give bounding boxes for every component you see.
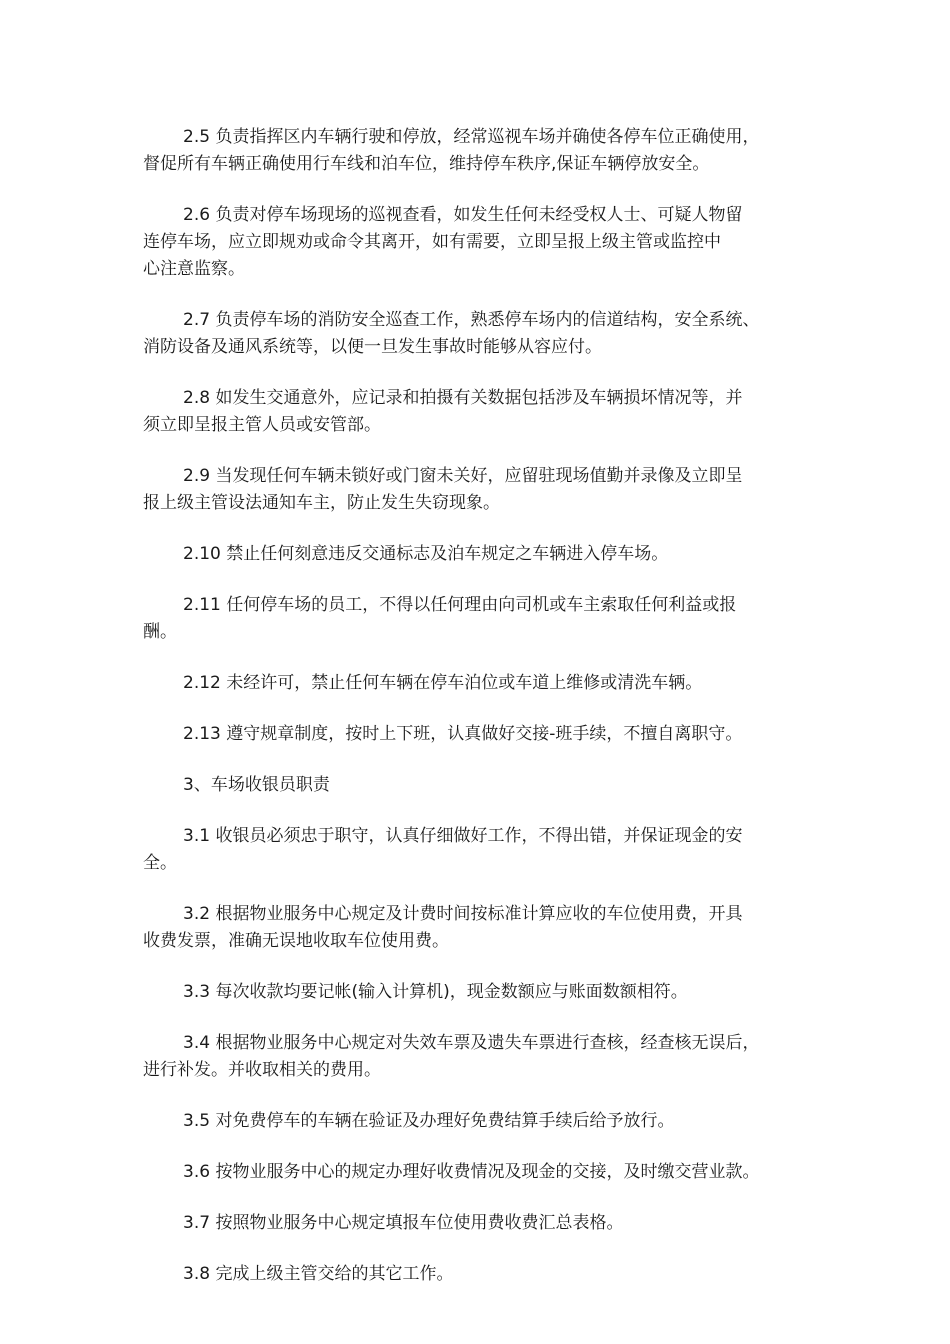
paragraph [143, 979, 823, 1006]
paragraph [143, 1159, 823, 1186]
paragraph-line: 3、车场收银员职责 [183, 775, 330, 795]
paragraph-line: 2.7 负责停车场的消防安全巡查工作，熟悉停车场内的信道结构，安全系统、 [183, 310, 760, 330]
paragraph-line: 全。 [143, 853, 177, 873]
paragraph [143, 385, 823, 439]
paragraph-line: 3.5 对免费停车的车辆在验证及办理好免费结算手续后给予放行。 [183, 1111, 675, 1131]
paragraph-line: 酬。 [143, 622, 177, 642]
paragraph [143, 124, 823, 178]
paragraph-line: 报上级主管设法通知车主，防止发生失窃现象。 [143, 493, 500, 513]
paragraph [143, 202, 823, 283]
paragraph-line: 进行补发。并收取相关的费用。 [143, 1060, 381, 1080]
paragraph-line: 2.6 负责对停车场现场的巡视查看，如发生任何未经受权人士、可疑人物留 [183, 205, 743, 225]
paragraph [143, 1210, 823, 1237]
paragraph-line: 2.9 当发现任何车辆未锁好或门窗未关好，应留驻现场值勤并录像及立即呈 [183, 466, 743, 486]
paragraph-line: 3.1 收银员必须忠于职守，认真仔细做好工作，不得出错，并保证现金的安 [183, 826, 743, 846]
paragraph [143, 307, 823, 361]
paragraph [143, 1108, 823, 1135]
paragraph [143, 463, 823, 517]
paragraph-line: 心注意监察。 [143, 259, 245, 279]
paragraph [143, 541, 823, 568]
paragraph-line: 2.10 禁止任何刻意违反交通标志及泊车规定之车辆进入停车场。 [183, 544, 669, 564]
paragraph [143, 670, 823, 697]
paragraph-line: 消防设备及通风系统等，以便一旦发生事故时能够从容应付。 [143, 337, 602, 357]
paragraph [143, 823, 823, 877]
paragraph-line: 2.5 负责指挥区内车辆行驶和停放，经常巡视车场并确使各停车位正确使用， [183, 127, 760, 147]
paragraph [143, 1261, 823, 1288]
paragraph-line: 收费发票，准确无误地收取车位使用费。 [143, 931, 449, 951]
paragraph-line: 须立即呈报主管人员或安管部。 [143, 415, 381, 435]
paragraph-line: 2.12 未经许可，禁止任何车辆在停车泊位或车道上维修或清洗车辆。 [183, 673, 703, 693]
paragraph [143, 592, 823, 646]
paragraph [143, 901, 823, 955]
paragraph-line: 连停车场，应立即规劝或命令其离开，如有需要，立即呈报上级主管或监控中 [143, 232, 721, 252]
paragraph-line: 3.6 按物业服务中心的规定办理好收费情况及现金的交接，及时缴交营业款。 [183, 1162, 760, 1182]
paragraph-line: 2.11 任何停车场的员工，不得以任何理由向司机或车主索取任何利益或报 [183, 595, 737, 615]
paragraph-line: 3.7 按照物业服务中心规定填报车位使用费收费汇总表格。 [183, 1213, 624, 1233]
paragraph [143, 1030, 823, 1084]
paragraph-line: 3.3 每次收款均要记帐(输入计算机)，现金数额应与账面数额相符。 [183, 982, 688, 1002]
paragraph-line: 3.8 完成上级主管交给的其它工作。 [183, 1264, 454, 1284]
paragraph-line: 2.8 如发生交通意外，应记录和拍摄有关数据包括涉及车辆损坏情况等，并 [183, 388, 743, 408]
paragraph-line: 督促所有车辆正确使用行车线和泊车位，维持停车秩序,保证车辆停放安全。 [143, 154, 710, 174]
document-body [143, 124, 823, 1312]
paragraph-line: 2.13 遵守规章制度，按时上下班，认真做好交接-班手续，不擅自离职守。 [183, 724, 743, 744]
paragraph [143, 721, 823, 748]
paragraph-line: 3.4 根据物业服务中心规定对失效车票及遗失车票进行查核，经查核无误后， [183, 1033, 760, 1053]
paragraph-line: 3.2 根据物业服务中心规定及计费时间按标准计算应收的车位使用费，开具 [183, 904, 743, 924]
paragraph [143, 772, 823, 799]
